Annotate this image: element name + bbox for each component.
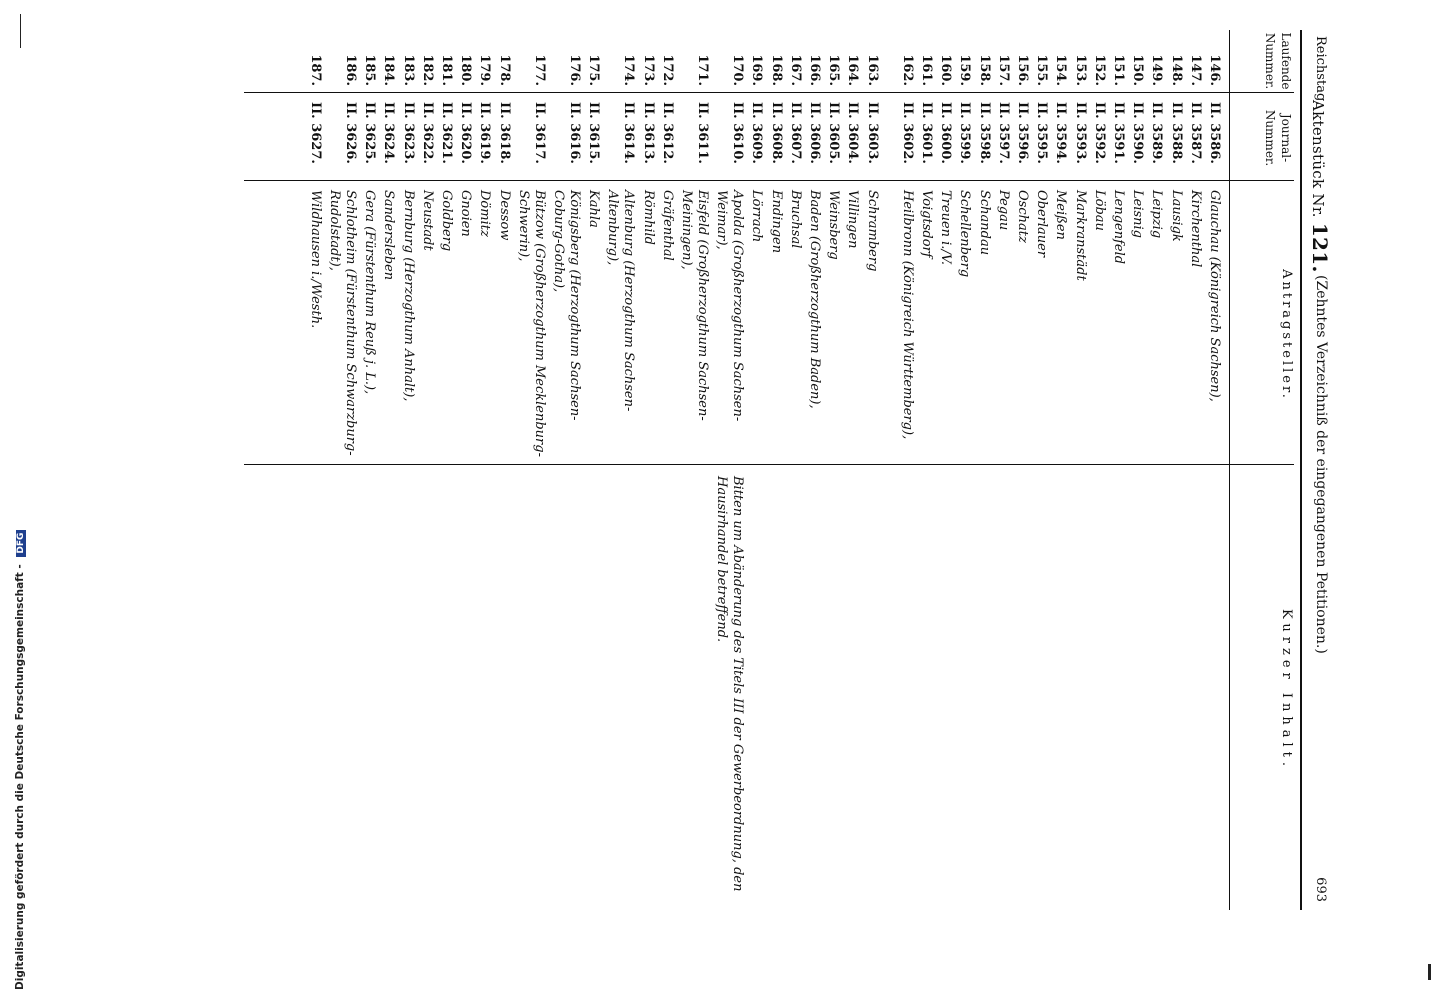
- row-journal-number: II. 3609.: [749, 102, 765, 164]
- row-journal-number: II. 3624.: [381, 102, 397, 164]
- row-antragsteller: Neustadt: [419, 190, 435, 251]
- row-journal-number: II. 3588.: [1168, 102, 1184, 164]
- row-antragsteller: Schlotheim (Fürstenthum Schwarzburg-Rudolstadt),: [327, 190, 358, 456]
- title-number: 121.: [1308, 222, 1332, 273]
- row-number: 153.: [1072, 54, 1088, 86]
- row-number: 177.: [531, 54, 547, 86]
- document-subtitle: (Zehntes Verzeichniß der eingegangenen Petitionen.): [1313, 275, 1329, 654]
- row-journal-number: II. 3590.: [1130, 102, 1146, 164]
- row-journal-number: II. 3606.: [807, 102, 822, 164]
- row-number: 171.: [695, 54, 710, 86]
- row-antragsteller: Leisnig: [1130, 190, 1146, 239]
- row-antragsteller: Lengenfeld: [1111, 190, 1126, 265]
- row-journal-number: II. 3618.: [496, 102, 512, 164]
- row-number: 179.: [477, 54, 493, 86]
- row-journal-number: II. 3620.: [458, 102, 474, 164]
- row-number: 149.: [1149, 54, 1165, 86]
- row-antragsteller: Schramberg: [864, 190, 880, 272]
- row-antragsteller: Oschatz: [1015, 190, 1030, 243]
- row-number: 180.: [458, 54, 474, 86]
- row-number: 174.: [621, 54, 637, 86]
- row-antragsteller: Schandau: [976, 190, 992, 256]
- row-antragsteller: Lausigk: [1168, 190, 1184, 242]
- row-number: 151.: [1111, 54, 1126, 86]
- table-header-rule: [1229, 30, 1230, 910]
- row-journal-number: II. 3627.: [307, 102, 323, 164]
- row-antragsteller: Baden (Großherzogthum Baden),: [807, 190, 822, 409]
- row-number: 157.: [995, 54, 1011, 86]
- row-number: 176.: [567, 54, 582, 86]
- row-antragsteller: Altenburg (Herzogthum Sachsen-Altenburg),: [605, 190, 637, 412]
- row-antragsteller: Lörrach: [749, 190, 765, 243]
- col-header-laufende: Laufende Nummer.: [1263, 32, 1293, 90]
- row-number: 152.: [1091, 54, 1107, 86]
- col-header-antragsteller: Antragsteller.: [1279, 269, 1294, 401]
- row-inhalt: Bitten um Abänderung des Titels III der Gewerbeordnung, den Hausirhandel betreffend.: [714, 476, 746, 892]
- row-journal-number: II. 3594.: [1053, 102, 1069, 164]
- row-antragsteller: Heilbronn (Königreich Württemberg),: [899, 190, 915, 440]
- row-number: 165.: [826, 54, 842, 86]
- credit-text: Digitalisierung gefördert durch die Deutsche Forschungsgemeinschaft -: [14, 564, 26, 990]
- column-rule: [244, 464, 1294, 465]
- row-number: 162.: [899, 54, 915, 86]
- row-number: 167.: [787, 54, 803, 86]
- row-antragsteller: Eisfeld (Großherzogthum Sachsen-Meiningen),: [679, 190, 710, 421]
- row-antragsteller: Bützow (Großherzogthum Mecklenburg-Schwerin),: [515, 190, 547, 457]
- row-number: 155.: [1034, 54, 1050, 86]
- row-number: 187.: [307, 54, 323, 86]
- row-number: 148.: [1168, 54, 1184, 86]
- row-number: 185.: [362, 54, 378, 86]
- row-antragsteller: Markranstädt: [1072, 190, 1088, 281]
- column-rule: [244, 92, 1294, 93]
- row-antragsteller: Villingen: [845, 190, 861, 249]
- row-journal-number: II. 3619.: [477, 102, 493, 164]
- row-number: 160.: [938, 54, 954, 86]
- row-journal-number: II. 3604.: [845, 102, 861, 164]
- row-journal-number: II. 3586.: [1207, 102, 1222, 164]
- row-antragsteller: Pegau: [995, 190, 1011, 231]
- row-journal-number: II. 3613.: [640, 102, 656, 164]
- row-journal-number: II. 3601.: [919, 102, 934, 164]
- row-number: 150.: [1130, 54, 1146, 86]
- row-number: 146.: [1207, 54, 1222, 86]
- row-number: 182.: [419, 54, 435, 86]
- title-prefix: Aktenstück Nr.: [1309, 100, 1327, 218]
- row-antragsteller: Endingen: [768, 190, 784, 254]
- row-antragsteller: Goldberg: [439, 190, 454, 252]
- row-journal-number: II. 3614.: [621, 102, 637, 164]
- scan-credit: [14, 530, 26, 990]
- row-antragsteller: Römhild: [640, 190, 656, 245]
- row-number: 183.: [400, 54, 416, 86]
- row-antragsteller: Kahla: [586, 190, 602, 228]
- row-journal-number: II. 3589.: [1149, 102, 1165, 164]
- row-journal-number: II. 3610.: [730, 102, 746, 164]
- row-number: 175.: [586, 54, 602, 86]
- col-header-inhalt: Kurzer Inhalt.: [1279, 608, 1294, 772]
- row-antragsteller: Wildhausen i./Westh.: [307, 190, 323, 329]
- row-journal-number: II. 3597.: [995, 102, 1011, 164]
- row-journal-number: II. 3587.: [1187, 102, 1203, 164]
- row-number: 181.: [439, 54, 454, 86]
- row-antragsteller: Bruchsal: [787, 190, 803, 249]
- row-journal-number: II. 3621.: [439, 102, 454, 164]
- row-antragsteller: Gera (Fürstenthum Reuß j. L.),: [362, 190, 378, 395]
- row-journal-number: II. 3617.: [531, 102, 547, 164]
- row-antragsteller: Gnoien: [458, 190, 474, 237]
- row-antragsteller: Dömitz: [477, 190, 493, 237]
- document-page: [172, 30, 1342, 910]
- scan-mark: [20, 14, 21, 48]
- page-header: [1300, 30, 1342, 910]
- row-number: 186.: [343, 54, 358, 86]
- col-header-journal: Journal-Nummer.: [1263, 109, 1293, 167]
- row-antragsteller: Sandersleben: [381, 190, 397, 281]
- row-number: 161.: [919, 54, 934, 86]
- row-antragsteller: Meißen: [1053, 190, 1069, 240]
- row-antragsteller: Kirchenthal: [1187, 190, 1203, 268]
- header-left: Reichstag.: [1313, 36, 1328, 106]
- scan-mark: [1428, 964, 1431, 980]
- row-antragsteller: Oberlauer: [1034, 190, 1050, 258]
- row-journal-number: II. 3599.: [957, 102, 973, 164]
- row-journal-number: II. 3605.: [826, 102, 842, 164]
- dfg-logo: DFG: [16, 530, 26, 557]
- row-number: 178.: [496, 54, 512, 86]
- row-number: 169.: [749, 54, 765, 86]
- row-antragsteller: Schellenberg: [957, 190, 973, 278]
- row-number: 168.: [768, 54, 784, 86]
- row-antragsteller: Gräfenthal: [659, 190, 675, 261]
- row-journal-number: II. 3596.: [1015, 102, 1030, 164]
- row-journal-number: II. 3602.: [899, 102, 915, 164]
- row-journal-number: II. 3622.: [419, 102, 435, 164]
- row-number: 173.: [640, 54, 656, 86]
- row-number: 158.: [976, 54, 992, 86]
- row-journal-number: II. 3625.: [362, 102, 378, 164]
- row-journal-number: II. 3616.: [567, 102, 582, 164]
- row-number: 166.: [807, 54, 822, 86]
- row-antragsteller: Dessow: [496, 190, 512, 241]
- row-antragsteller: Glauchau (Königreich Sachsen),: [1207, 190, 1222, 402]
- row-antragsteller: Königsberg (Herzogthum Sachsen-Coburg-Gotha),: [551, 190, 582, 421]
- row-number: 184.: [381, 54, 397, 86]
- row-antragsteller: Apolda (Großherzogthum Sachsen-Weimar),: [714, 190, 746, 422]
- row-number: 159.: [957, 54, 973, 86]
- row-journal-number: II. 3592.: [1091, 102, 1107, 164]
- row-antragsteller: Treuen i./V.: [938, 190, 954, 266]
- row-journal-number: II. 3598.: [976, 102, 992, 164]
- row-journal-number: II. 3623.: [400, 102, 416, 164]
- row-journal-number: II. 3615.: [586, 102, 602, 164]
- row-antragsteller: Löbau: [1091, 190, 1107, 231]
- row-antragsteller: Voigtsdorf: [919, 190, 934, 258]
- row-journal-number: II. 3600.: [938, 102, 954, 164]
- row-journal-number: II. 3608.: [768, 102, 784, 164]
- row-journal-number: II. 3591.: [1111, 102, 1126, 164]
- row-number: 164.: [845, 54, 861, 86]
- row-number: 154.: [1053, 54, 1069, 86]
- document-title: [1308, 100, 1332, 273]
- row-journal-number: II. 3612.: [659, 102, 675, 164]
- row-journal-number: II. 3593.: [1072, 102, 1088, 164]
- row-antragsteller: Leipzig: [1149, 190, 1165, 239]
- row-number: 163.: [864, 54, 880, 86]
- row-antragsteller: Weinsberg: [826, 190, 842, 260]
- row-journal-number: II. 3595.: [1034, 102, 1050, 164]
- row-antragsteller: Bernburg (Herzogthum Anhalt),: [400, 190, 416, 402]
- row-number: 156.: [1015, 54, 1030, 86]
- row-journal-number: II. 3626.: [343, 102, 358, 164]
- row-journal-number: II. 3603.: [864, 102, 880, 164]
- row-number: 172.: [659, 54, 675, 86]
- row-number: 147.: [1187, 54, 1203, 86]
- page-number: 693: [1313, 877, 1328, 902]
- row-number: 170.: [730, 54, 746, 86]
- row-journal-number: II. 3607.: [787, 102, 803, 164]
- row-journal-number: II. 3611.: [695, 102, 710, 164]
